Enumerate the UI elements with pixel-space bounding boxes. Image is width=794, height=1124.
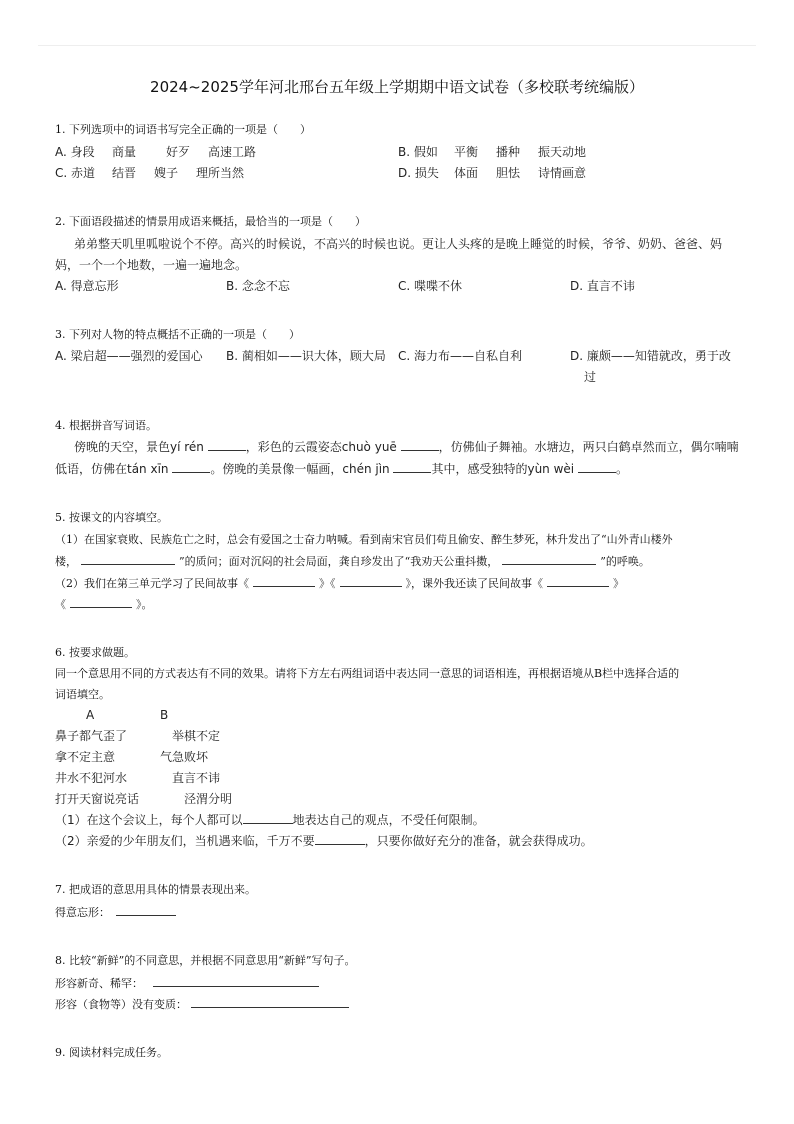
match-right-item[interactable]: 泾渭分明 — [184, 792, 233, 806]
q4-text: 。 — [615, 462, 628, 476]
q3-option-d: D. 廉颇——知错就改，勇于改 — [570, 349, 731, 363]
answer-blank[interactable] — [172, 460, 210, 473]
q1-d-word: 体面 — [454, 166, 479, 180]
q8-answer-line1 — [55, 974, 319, 993]
q5-line4 — [55, 595, 153, 614]
q1-a-word: 高速工路 — [208, 145, 257, 159]
q4-text: 低语，仿佛在tán xīn — [55, 462, 169, 476]
q5-text: 楼， — [55, 555, 77, 568]
q6-text: （2）亲爱的少年朋友们，当机遇来临，千万不要 — [55, 834, 315, 848]
q4-text: ，彩色的云霞姿态chuò yuē — [245, 440, 397, 454]
q3-option-c: C. 海力布——自私自利 — [398, 349, 523, 363]
q2-option-a: A. 得意忘形 — [55, 279, 119, 293]
q9-stem: 9. 阅读材料完成任务。 — [55, 1046, 168, 1059]
q4-stem: 4. 根据拼音写词语。 — [55, 419, 157, 432]
q1-a-word: 商量 — [112, 145, 137, 159]
q5-text: 》。 — [136, 598, 153, 611]
q7-stem: 7. 把成语的意思用具体的情景表现出来。 — [55, 883, 256, 896]
q5-text: 》《 — [319, 577, 336, 590]
answer-blank[interactable] — [253, 574, 315, 587]
q6-intro-line1: 同一个意思用不同的方式表达有不同的效果。请将下方左右两组词语中表达同一意思的词语相连，再根据语境从B栏中选择合适的 — [55, 667, 680, 680]
q2-option-d: D. 直言不讳 — [570, 279, 635, 293]
q2-option-c: C. 喋喋不休 — [398, 279, 463, 293]
q1-c-word: 理所当然 — [196, 166, 245, 180]
q8-label: 形容（食物等）没有变质： — [55, 998, 187, 1011]
q1-c-word: 嫂子 — [154, 166, 179, 180]
q1-a-word: A. 身段 — [55, 145, 95, 159]
q8-stem: 8. 比较“新鲜”的不同意思，并根据不同意思用“新鲜”写句子。 — [55, 954, 356, 967]
q5-text: ”的质问；面对沉闷的社会局面，龚自珍发出了“我劝天公重抖擞， — [179, 555, 499, 568]
q6-text: （1）在这个会议上，每个人都可以 — [55, 813, 243, 827]
q1-a-word: 好歹 — [166, 145, 191, 159]
q1-c-word: C. 赤道 — [55, 166, 96, 180]
q3-option-b: B. 蔺相如——识大体，顾大局 — [226, 349, 386, 363]
match-right-item[interactable]: 气急败坏 — [160, 750, 209, 764]
q7-answer-line — [55, 903, 176, 922]
q1-d-word: 诗情画意 — [538, 166, 587, 180]
answer-blank[interactable] — [191, 995, 349, 1008]
q5-line1: （1）在国家衰败、民族危亡之时，总会有爱国之士奋力呐喊。看到南宋官员们苟且偷安、醉生梦死，林升发出了“山外青山楼外 — [55, 533, 673, 546]
q3-option-a: A. 梁启超——强烈的爱国心 — [55, 349, 203, 363]
match-right-item[interactable]: 举棋不定 — [172, 729, 221, 743]
q6-stem: 6. 按要求做题。 — [55, 646, 135, 659]
match-left-item[interactable]: 井水不犯河水 — [55, 771, 128, 785]
answer-blank[interactable] — [502, 552, 596, 565]
q3-stem: 3. 下列对人物的特点概括不正确的一项是（ ） — [55, 328, 300, 341]
q1-option-d — [398, 164, 586, 182]
q2-stem: 2. 下面语段描述的情景用成语来概括，最恰当的一项是（ ） — [55, 215, 366, 228]
answer-blank[interactable] — [153, 974, 319, 987]
q6-text: ，只要你做好充分的准备，就会获得成功。 — [364, 834, 593, 848]
match-left-item[interactable]: 打开天窗说亮话 — [55, 792, 140, 806]
answer-blank[interactable] — [340, 574, 402, 587]
q1-b-word: 振天动地 — [538, 145, 587, 159]
answer-blank[interactable] — [578, 460, 616, 473]
match-left-item[interactable]: 鼻子都气歪了 — [55, 729, 128, 743]
q2-passage-line1: 弟弟整天叽里呱啦说个不停。高兴的时候说，不高兴的时候也说。更让人头疼的是晚上睡觉的时候，爷爷、奶奶、爸爸、妈 — [74, 237, 723, 251]
answer-blank[interactable] — [70, 595, 132, 608]
q7-label: 得意忘形： — [55, 906, 110, 919]
q5-line3 — [55, 574, 624, 593]
q6-sentence2 — [55, 832, 593, 850]
q2-option-b: B. 念念不忘 — [226, 279, 290, 293]
q5-text: 》，课外我还读了民间故事《 — [405, 577, 543, 590]
q4-line1 — [74, 438, 739, 456]
q5-stem: 5. 按课文的内容填空。 — [55, 511, 168, 524]
q1-d-word: 胆怯 — [496, 166, 521, 180]
q6-intro-line2: 词语填空。 — [55, 688, 110, 701]
q1-b-word: B. 假如 — [398, 145, 438, 159]
q5-text: 《 — [55, 598, 66, 611]
q8-label: 形容新奇、稀罕： — [55, 977, 143, 990]
answer-blank[interactable] — [243, 811, 293, 824]
q4-text: ，仿佛仙子舞袖。水塘边，两只白鹤卓然而立，偶尔喃喃 — [438, 440, 739, 454]
q5-text: ”的呼唤。 — [600, 555, 650, 568]
header-divider — [38, 45, 756, 46]
answer-blank[interactable] — [81, 552, 175, 565]
q4-line2 — [55, 460, 628, 478]
q3-option-d-cont: 过 — [584, 370, 597, 384]
q1-option-c — [55, 164, 244, 182]
q6-sentence1 — [55, 811, 485, 829]
q5-text: 》 — [613, 577, 624, 590]
match-left-item[interactable]: 拿不定主意 — [55, 750, 116, 764]
q1-d-word: D. 损失 — [398, 166, 439, 180]
q1-c-word: 结晋 — [112, 166, 137, 180]
q1-b-word: 播种 — [496, 145, 521, 159]
q4-text: 傍晚的天空，景色yí rén — [74, 440, 204, 454]
page-title: 2024~2025学年河北邢台五年级上学期期中语文试卷（多校联考统编版） — [150, 78, 644, 96]
q6-text: 地表达自己的观点，不受任何限制。 — [292, 813, 485, 827]
q5-line2 — [55, 552, 650, 571]
match-right-item[interactable]: 直言不讳 — [172, 771, 221, 785]
q1-stem: 1. 下列选项中的词语书写完全正确的一项是（ ） — [55, 123, 311, 136]
q8-answer-line2 — [55, 995, 349, 1014]
column-a-header: A — [86, 708, 95, 722]
answer-blank[interactable] — [116, 903, 176, 916]
answer-blank[interactable] — [401, 438, 439, 451]
answer-blank[interactable] — [393, 460, 431, 473]
answer-blank[interactable] — [208, 438, 246, 451]
q1-option-b — [398, 143, 586, 161]
q1-option-a — [55, 143, 256, 161]
answer-blank[interactable] — [547, 574, 609, 587]
q1-b-word: 平衡 — [454, 145, 479, 159]
q2-passage-line2: 妈，一个一个地数，一遍一遍地念。 — [55, 258, 248, 272]
q4-text: 。傍晚的美景像一幅画，chén jìn — [210, 462, 390, 476]
answer-blank[interactable] — [315, 832, 365, 845]
column-b-header: B — [160, 708, 169, 722]
q5-text: （2）我们在第三单元学习了民间故事《 — [55, 577, 249, 590]
q4-text: 其中，感受独特的yùn wèi — [431, 462, 575, 476]
